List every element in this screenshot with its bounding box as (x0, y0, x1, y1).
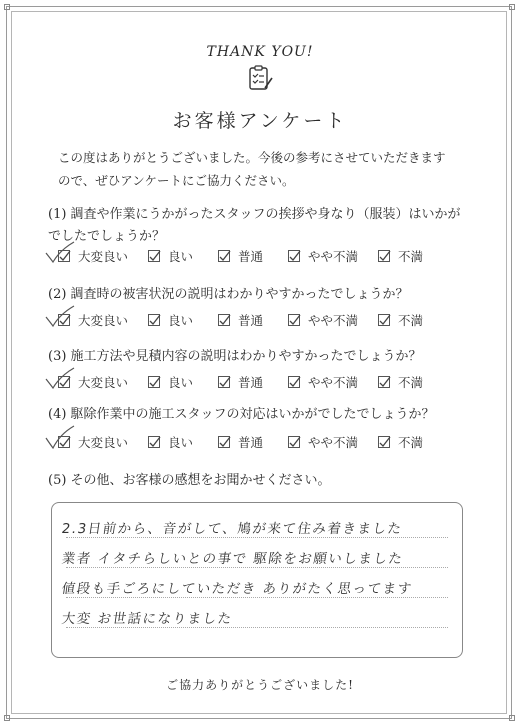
question-4-line-1: (4) 駆除作業中の施工スタッフの対応はいかがでしたでしょうか？ (48, 407, 435, 422)
q2-option-somewhat-dissatisfied[interactable] (288, 310, 358, 330)
intro-text (58, 146, 478, 192)
handwritten-check-q4 (44, 424, 76, 452)
option-label: やや不満 (308, 313, 359, 328)
question-1-line-1: (1) 調査や作業にうかがったスタッフの挨拶や身なり（服装）はいかが (48, 207, 461, 222)
option-label: 不満 (398, 375, 424, 390)
thank-you-header: THANK YOU! (206, 44, 314, 60)
checkbox[interactable] (148, 250, 160, 262)
option-label: 良い (168, 313, 194, 328)
q2-option-dissatisfied[interactable] (378, 310, 423, 330)
q4-option-good[interactable] (148, 432, 193, 452)
q4-option-somewhat-dissatisfied[interactable] (288, 432, 358, 452)
q1-option-good[interactable] (148, 246, 193, 266)
question-2-options (48, 310, 468, 330)
checkbox[interactable] (378, 376, 390, 388)
checkbox[interactable] (288, 250, 300, 262)
checkbox[interactable] (378, 250, 390, 262)
checkbox[interactable] (148, 436, 160, 448)
checkbox[interactable] (288, 376, 300, 388)
ruled-line (66, 537, 448, 538)
option-label: やや不満 (308, 435, 359, 450)
clipboard-check-icon (246, 64, 274, 92)
checkbox[interactable] (288, 314, 300, 326)
q3-option-average[interactable] (218, 372, 263, 392)
checkbox[interactable] (378, 314, 390, 326)
option-label: やや不満 (308, 249, 359, 264)
option-label: 不満 (398, 435, 424, 450)
checkbox[interactable] (218, 250, 230, 262)
footer-thanks: ご協力ありがとうございました! (166, 678, 354, 692)
handwritten-comment-line-2: 業者 イタチらしいとの事で 駆除をお願いしました (60, 551, 405, 567)
handwritten-comment-line-1: 2.3日前から、音がして、鳩が来て住み着きました (60, 521, 404, 537)
question-4 (48, 404, 435, 426)
option-label: 良い (168, 375, 194, 390)
frame-corner-top-right (509, 4, 515, 10)
frame-corner-top-left (4, 4, 10, 10)
q4-option-average[interactable] (218, 432, 263, 452)
handwritten-comment-line-3: 値段も手ごろにしていただき ありがたく思ってます (60, 581, 414, 597)
question-5 (48, 470, 331, 492)
option-label: やや不満 (308, 375, 359, 390)
intro-line-1: この度はありがとうございました。今後の参考にさせていただきます (58, 150, 446, 165)
option-label: 普通 (238, 249, 264, 264)
question-3-options (48, 372, 468, 392)
checkbox[interactable] (148, 314, 160, 326)
ruled-line (66, 567, 448, 568)
option-label: 大変良い (78, 249, 129, 264)
option-label: 良い (168, 249, 194, 264)
checkbox[interactable] (218, 314, 230, 326)
ruled-line (66, 597, 448, 598)
option-label: 不満 (398, 249, 424, 264)
intro-line-2: ので、ぜひアンケートにご協力ください。 (58, 173, 295, 188)
frame-corner-bottom-right (509, 715, 515, 721)
q1-option-somewhat-dissatisfied[interactable] (288, 246, 358, 266)
q2-option-good[interactable] (148, 310, 193, 330)
question-2-line-1: (2) 調査時の被害状況の説明はわかりやすかったでしょうか？ (48, 287, 409, 302)
page-title: お客様アンケート (172, 110, 348, 132)
q2-option-average[interactable] (218, 310, 263, 330)
frame-corner-bottom-left (4, 715, 10, 721)
question-1-options (48, 246, 468, 266)
checkbox[interactable] (218, 376, 230, 388)
option-label: 大変良い (78, 435, 129, 450)
handwritten-check-q2 (44, 304, 76, 330)
q3-option-good[interactable] (148, 372, 193, 392)
checkbox[interactable] (218, 436, 230, 448)
option-label: 普通 (238, 313, 264, 328)
q4-option-dissatisfied[interactable] (378, 432, 423, 452)
handwritten-comment-line-4: 大変 お世話になりました (60, 611, 234, 627)
option-label: 大変良い (78, 375, 129, 390)
question-2 (48, 284, 409, 306)
checkbox[interactable] (378, 436, 390, 448)
option-label: 大変良い (78, 313, 129, 328)
option-label: 不満 (398, 313, 424, 328)
q3-option-somewhat-dissatisfied[interactable] (288, 372, 358, 392)
question-1-line-2: でしたでしょうか？ (48, 229, 166, 244)
option-label: 普通 (238, 435, 264, 450)
option-label: 良い (168, 435, 194, 450)
q1-option-dissatisfied[interactable] (378, 246, 423, 266)
option-label: 普通 (238, 375, 264, 390)
checkbox[interactable] (288, 436, 300, 448)
q1-option-average[interactable] (218, 246, 263, 266)
handwritten-check-q1 (44, 240, 76, 266)
question-4-options (48, 432, 468, 452)
comment-box[interactable] (51, 502, 463, 658)
question-5-label: (5) その他、お客様の感想をお聞かせください。 (48, 473, 331, 488)
handwritten-check-q3 (44, 366, 76, 392)
question-3 (48, 346, 422, 368)
ruled-line (66, 627, 448, 628)
checkbox[interactable] (148, 376, 160, 388)
question-3-line-1: (3) 施工方法や見積内容の説明はわかりやすかったでしょうか？ (48, 349, 422, 364)
q3-option-dissatisfied[interactable] (378, 372, 423, 392)
question-1 (48, 204, 461, 248)
